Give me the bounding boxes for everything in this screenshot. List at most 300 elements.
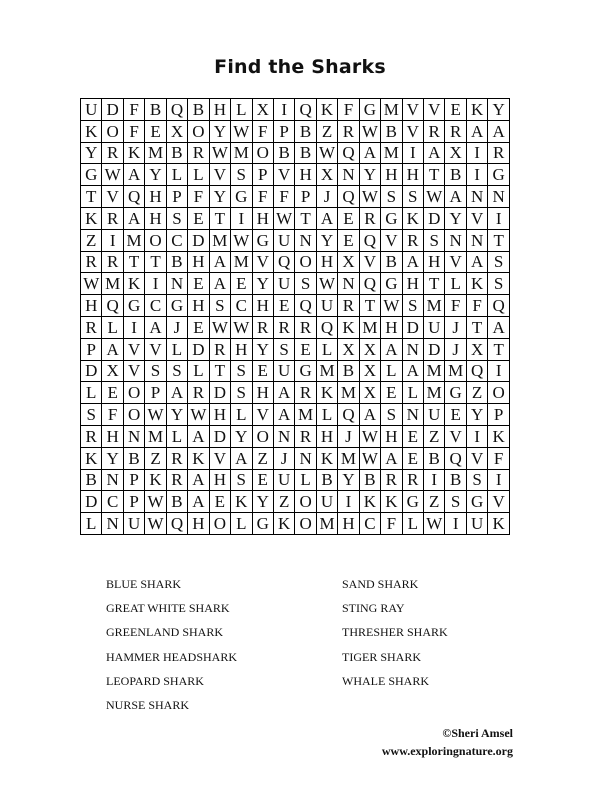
grid-cell: R (81, 251, 102, 273)
grid-cell: T (466, 316, 487, 338)
grid-cell: V (402, 120, 423, 142)
grid-cell: W (145, 491, 166, 513)
grid-cell: L (316, 338, 337, 360)
grid-cell: N (295, 229, 316, 251)
grid-cell: D (188, 338, 209, 360)
grid-cell: X (252, 99, 273, 121)
grid-cell: E (252, 469, 273, 491)
grid-cell: B (188, 99, 209, 121)
grid-cell: Q (466, 360, 487, 382)
grid-cell: V (123, 360, 144, 382)
grid-row (81, 425, 510, 447)
grid-cell: M (424, 360, 445, 382)
grid-cell: O (295, 491, 316, 513)
grid-cell: R (102, 207, 123, 229)
grid-row (81, 99, 510, 121)
grid-cell: F (338, 99, 359, 121)
grid-cell: E (209, 491, 230, 513)
grid-cell: X (466, 338, 487, 360)
grid-cell: H (145, 186, 166, 208)
grid-cell: Q (359, 229, 380, 251)
grid-cell: K (488, 513, 510, 535)
grid-cell: B (338, 360, 359, 382)
grid-cell: K (316, 99, 337, 121)
grid-cell: I (466, 142, 487, 164)
grid-cell: R (166, 469, 187, 491)
grid-cell: T (424, 273, 445, 295)
grid-cell: G (359, 99, 380, 121)
grid-cell: T (295, 207, 316, 229)
grid-cell: N (273, 425, 294, 447)
grid-cell: S (231, 360, 252, 382)
grid-cell: H (209, 99, 230, 121)
grid-cell: H (231, 338, 252, 360)
grid-cell: U (273, 360, 294, 382)
grid-cell: Q (338, 142, 359, 164)
grid-cell: L (445, 273, 466, 295)
grid-cell: D (424, 338, 445, 360)
grid-cell: K (402, 207, 423, 229)
grid-cell: I (338, 491, 359, 513)
grid-cell: S (209, 295, 230, 317)
grid-cell: W (188, 404, 209, 426)
grid-cell: D (81, 360, 102, 382)
grid-cell: I (466, 164, 487, 186)
grid-cell: X (338, 251, 359, 273)
grid-cell: S (166, 360, 187, 382)
grid-cell: P (81, 338, 102, 360)
author-credit: ©Sheri Amsel (442, 726, 513, 740)
grid-cell: F (273, 186, 294, 208)
grid-cell: E (381, 382, 402, 404)
grid-cell: U (273, 273, 294, 295)
grid-cell: Y (316, 229, 337, 251)
word-list-item: NURSE SHARK (106, 697, 190, 712)
grid-row (81, 164, 510, 186)
grid-cell: W (145, 513, 166, 535)
grid-cell: R (188, 142, 209, 164)
grid-row (81, 316, 510, 338)
grid-cell: D (209, 425, 230, 447)
grid-cell: T (424, 164, 445, 186)
grid-cell: N (295, 447, 316, 469)
word-list-right (342, 576, 448, 697)
grid-cell: W (209, 316, 230, 338)
grid-row (81, 360, 510, 382)
grid-cell: B (273, 142, 294, 164)
grid-cell: Y (466, 404, 487, 426)
grid-cell: G (252, 513, 273, 535)
grid-cell: R (338, 295, 359, 317)
grid-cell: H (381, 425, 402, 447)
grid-cell: K (316, 382, 337, 404)
grid-cell: V (445, 251, 466, 273)
grid-cell: E (188, 207, 209, 229)
grid-row (81, 295, 510, 317)
grid-cell: K (231, 491, 252, 513)
grid-cell: Z (252, 447, 273, 469)
grid-cell: W (231, 316, 252, 338)
grid-cell: S (466, 469, 487, 491)
grid-cell: R (188, 382, 209, 404)
grid-cell: R (81, 316, 102, 338)
grid-cell: I (488, 360, 510, 382)
word-list-item: BLUE SHARK (106, 577, 182, 591)
grid-cell: Y (338, 469, 359, 491)
grid-cell: Q (123, 186, 144, 208)
grid-cell: V (445, 425, 466, 447)
grid-cell: E (231, 273, 252, 295)
grid-cell: M (145, 142, 166, 164)
grid-cell: E (252, 360, 273, 382)
grid-cell: Z (316, 120, 337, 142)
grid-cell: G (402, 491, 423, 513)
grid-cell: V (488, 491, 510, 513)
grid-cell: W (359, 447, 380, 469)
grid-cell: P (488, 404, 510, 426)
grid-cell: T (123, 251, 144, 273)
grid-cell: O (123, 404, 144, 426)
grid-cell: H (381, 164, 402, 186)
grid-cell: Q (338, 404, 359, 426)
grid-cell: V (209, 164, 230, 186)
grid-cell: O (295, 513, 316, 535)
grid-cell: M (381, 99, 402, 121)
grid-cell: L (166, 164, 187, 186)
grid-cell: H (402, 164, 423, 186)
grid-cell: R (381, 469, 402, 491)
grid-cell: V (123, 338, 144, 360)
grid-cell: K (381, 491, 402, 513)
word-list-item: WHALE SHARK (342, 673, 429, 688)
grid-cell: J (338, 425, 359, 447)
grid-cell: Z (424, 425, 445, 447)
grid-cell: L (231, 404, 252, 426)
grid-cell: Y (359, 164, 380, 186)
grid-cell: F (466, 295, 487, 317)
grid-cell: B (166, 142, 187, 164)
grid-cell: T (145, 251, 166, 273)
grid-cell: A (316, 207, 337, 229)
grid-cell: A (231, 447, 252, 469)
grid-cell: A (445, 186, 466, 208)
grid-cell: N (402, 404, 423, 426)
grid-cell: L (381, 360, 402, 382)
grid-cell: I (466, 425, 487, 447)
grid-cell: X (166, 120, 187, 142)
grid-cell: L (81, 513, 102, 535)
grid-cell: O (145, 229, 166, 251)
grid-cell: S (445, 491, 466, 513)
grid-cell: C (231, 295, 252, 317)
grid-row (81, 513, 510, 535)
grid-cell: P (273, 120, 294, 142)
grid-row (81, 491, 510, 513)
grid-cell: Y (252, 338, 273, 360)
grid-cell: S (231, 382, 252, 404)
grid-cell: Q (273, 251, 294, 273)
grid-cell: I (145, 273, 166, 295)
grid-cell: G (81, 164, 102, 186)
grid-cell: F (252, 120, 273, 142)
grid-cell: S (402, 295, 423, 317)
grid-cell: W (81, 273, 102, 295)
grid-cell: Q (359, 273, 380, 295)
grid-cell: M (424, 382, 445, 404)
grid-cell: I (273, 99, 294, 121)
grid-row (81, 382, 510, 404)
grid-cell: R (102, 142, 123, 164)
grid-cell: T (488, 338, 510, 360)
grid-cell: Y (209, 120, 230, 142)
grid-cell: E (402, 447, 423, 469)
grid-cell: G (252, 229, 273, 251)
grid-cell: N (466, 186, 487, 208)
grid-cell: F (102, 404, 123, 426)
grid-cell: Y (145, 164, 166, 186)
word-list-item: GREENLAND SHARK (106, 625, 223, 640)
grid-cell: L (102, 316, 123, 338)
grid-cell: Y (445, 207, 466, 229)
grid-cell: H (424, 251, 445, 273)
grid-cell: W (359, 425, 380, 447)
grid-cell: A (466, 120, 487, 142)
grid-cell: O (102, 120, 123, 142)
grid-cell: E (273, 295, 294, 317)
grid-cell: O (209, 513, 230, 535)
grid-cell: R (445, 120, 466, 142)
grid-cell: A (381, 447, 402, 469)
grid-cell: D (188, 229, 209, 251)
grid-row (81, 186, 510, 208)
grid-cell: D (424, 207, 445, 229)
grid-cell: R (424, 120, 445, 142)
grid-cell: Z (273, 491, 294, 513)
grid-cell: B (81, 469, 102, 491)
grid-cell: K (273, 513, 294, 535)
grid-cell: H (188, 295, 209, 317)
grid-cell: O (123, 382, 144, 404)
grid-cell: B (316, 469, 337, 491)
grid-cell: W (316, 142, 337, 164)
grid-cell: F (445, 295, 466, 317)
grid-cell: D (81, 491, 102, 513)
grid-cell: X (445, 142, 466, 164)
grid-cell: M (381, 142, 402, 164)
grid-cell: B (445, 469, 466, 491)
grid-cell: M (316, 360, 337, 382)
grid-cell: X (359, 338, 380, 360)
grid-cell: A (359, 142, 380, 164)
grid-cell: D (102, 99, 123, 121)
word-list-left (106, 576, 237, 721)
grid-cell: J (166, 316, 187, 338)
grid-cell: S (81, 404, 102, 426)
grid-cell: H (81, 295, 102, 317)
grid-cell: F (123, 99, 144, 121)
grid-row (81, 251, 510, 273)
word-list-item: THRESHER SHARK (342, 625, 448, 640)
grid-cell: U (424, 316, 445, 338)
grid-cell: F (252, 186, 273, 208)
grid-cell: S (488, 273, 510, 295)
grid-cell: I (402, 142, 423, 164)
grid-cell: L (402, 382, 423, 404)
grid-cell: P (252, 164, 273, 186)
grid-cell: G (166, 295, 187, 317)
grid-cell: R (295, 316, 316, 338)
grid-cell: H (252, 382, 273, 404)
grid-cell: R (338, 120, 359, 142)
grid-cell: V (402, 99, 423, 121)
grid-cell: P (295, 186, 316, 208)
grid-cell: U (123, 513, 144, 535)
grid-cell: L (166, 338, 187, 360)
grid-cell: W (316, 273, 337, 295)
grid-cell: H (209, 404, 230, 426)
grid-cell: J (316, 186, 337, 208)
grid-cell: Y (252, 273, 273, 295)
grid-cell: W (359, 120, 380, 142)
word-list-item: GREAT WHITE SHARK (106, 601, 230, 616)
grid-cell: U (273, 229, 294, 251)
word-list-item: LEOPARD SHARK (106, 673, 204, 688)
grid-cell: H (188, 251, 209, 273)
grid-cell: O (252, 142, 273, 164)
grid-cell: Y (102, 447, 123, 469)
grid-cell: E (338, 229, 359, 251)
grid-cell: S (402, 186, 423, 208)
grid-cell: K (188, 447, 209, 469)
grid-cell: K (145, 469, 166, 491)
grid-cell: L (295, 469, 316, 491)
grid-cell: G (295, 360, 316, 382)
grid-cell: A (402, 251, 423, 273)
grid-cell: Q (445, 447, 466, 469)
grid-row (81, 142, 510, 164)
grid-row (81, 229, 510, 251)
grid-cell: W (424, 186, 445, 208)
grid-cell: A (359, 404, 380, 426)
grid-cell: A (123, 164, 144, 186)
grid-cell: B (359, 469, 380, 491)
grid-row (81, 469, 510, 491)
grid-cell: N (338, 164, 359, 186)
grid-cell: A (188, 491, 209, 513)
grid-cell: N (102, 513, 123, 535)
grid-cell: I (102, 229, 123, 251)
grid-cell: W (209, 142, 230, 164)
grid-cell: N (488, 186, 510, 208)
grid-cell: N (445, 229, 466, 251)
grid-cell: R (488, 142, 510, 164)
grid-cell: W (424, 513, 445, 535)
grid-cell: X (359, 360, 380, 382)
grid-cell: L (166, 425, 187, 447)
grid-cell: W (102, 164, 123, 186)
grid-cell: R (102, 251, 123, 273)
grid-cell: S (488, 251, 510, 273)
grid-cell: V (466, 447, 487, 469)
grid-cell: R (166, 447, 187, 469)
grid-cell: H (295, 164, 316, 186)
grid-cell: Q (166, 513, 187, 535)
grid-row (81, 404, 510, 426)
grid-cell: K (123, 142, 144, 164)
grid-cell: U (273, 469, 294, 491)
grid-cell: H (145, 207, 166, 229)
grid-row (81, 120, 510, 142)
grid-cell: X (338, 338, 359, 360)
grid-cell: Y (81, 142, 102, 164)
grid-cell: P (145, 382, 166, 404)
grid-cell: B (381, 120, 402, 142)
grid-cell: Y (166, 404, 187, 426)
grid-cell: M (338, 447, 359, 469)
grid-cell: R (402, 469, 423, 491)
grid-cell: S (381, 186, 402, 208)
grid-cell: R (359, 207, 380, 229)
grid-cell: V (424, 99, 445, 121)
grid-cell: N (466, 229, 487, 251)
grid-cell: A (209, 273, 230, 295)
grid-cell: Q (316, 316, 337, 338)
grid-cell: B (145, 99, 166, 121)
grid-cell: V (252, 251, 273, 273)
grid-cell: A (381, 338, 402, 360)
word-list-item: TIGER SHARK (342, 649, 422, 664)
grid-cell: Y (488, 99, 510, 121)
word-search-grid (80, 98, 510, 535)
grid-cell: L (402, 513, 423, 535)
grid-cell: R (81, 425, 102, 447)
grid-cell: K (359, 491, 380, 513)
grid-cell: S (166, 207, 187, 229)
grid-cell: F (381, 513, 402, 535)
grid-cell: W (231, 120, 252, 142)
grid-cell: B (445, 164, 466, 186)
grid-cell: B (295, 120, 316, 142)
grid-cell: R (273, 316, 294, 338)
grid-cell: A (273, 404, 294, 426)
grid-cell: K (81, 120, 102, 142)
grid-cell: Q (338, 186, 359, 208)
grid-cell: Z (466, 382, 487, 404)
grid-cell: E (338, 207, 359, 229)
grid-cell: Y (252, 491, 273, 513)
grid-cell: A (488, 316, 510, 338)
grid-row (81, 207, 510, 229)
grid-cell: E (445, 99, 466, 121)
grid-cell: L (231, 99, 252, 121)
grid-cell: O (252, 425, 273, 447)
word-list-item: STING RAY (342, 601, 405, 616)
grid-cell: R (295, 425, 316, 447)
grid-cell: B (123, 447, 144, 469)
grid-cell: U (316, 491, 337, 513)
grid-cell: R (402, 229, 423, 251)
grid-cell: O (188, 120, 209, 142)
grid-cell: H (252, 295, 273, 317)
grid-cell: M (338, 382, 359, 404)
grid-cell: V (273, 164, 294, 186)
grid-cell: J (445, 316, 466, 338)
grid-cell: W (145, 404, 166, 426)
grid-cell: A (488, 120, 510, 142)
grid-cell: U (424, 404, 445, 426)
grid-cell: B (381, 251, 402, 273)
grid-cell: W (273, 207, 294, 229)
